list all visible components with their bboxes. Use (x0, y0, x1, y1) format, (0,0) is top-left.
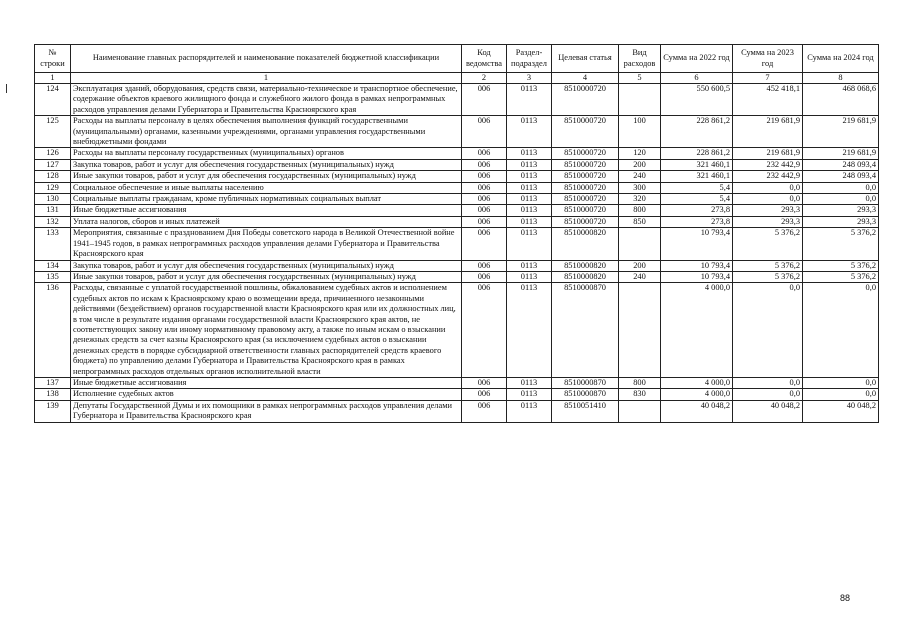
row-razdel: 0113 (507, 377, 552, 388)
col-number: 4 (552, 73, 619, 84)
row-sum-2024: 248 093,4 (803, 159, 879, 170)
row-csr: 8510000720 (552, 216, 619, 227)
header-razdel: Раздел-подраздел (507, 45, 552, 73)
row-razdel: 0113 (507, 216, 552, 227)
table-row (35, 377, 879, 388)
row-sum-2022: 5,4 (661, 182, 733, 193)
row-name: Расходы, связанные с уплатой государственной пошлины, обжалованием судебных актов и исполнением судебных актов по искам к Красноярскому краю о возмещении вреда, причиненного незаконными действиями (бездействием) органов государственной власти Красноярского края или их должностных лиц, в том числе в результате издания органами государственной власти Красноярского края актов, не соответствующих закону или иному нормативному правовому акту, а также по иным искам о взыскании денежных средств за счет казны Красноярского края (за исключением судебных актов о взыскании денежных средств в порядке субсидиарной ответственности главных распорядителей средств краевого бюджета) по управлению делами Губернатора и Правительства Красноярского края в рамках непрограммных расходов отдельных органов исполнительной власти (71, 283, 462, 378)
row-number: 128 (35, 171, 71, 182)
row-razdel: 0113 (507, 116, 552, 148)
row-sum-2023: 0,0 (733, 194, 803, 205)
row-name: Закупка товаров, работ и услуг для обеспечения государственных (муниципальных) нужд (71, 260, 462, 271)
row-sum-2024: 5 376,2 (803, 271, 879, 282)
table-row (35, 205, 879, 216)
row-ved: 006 (462, 228, 507, 260)
row-csr: 8510000720 (552, 84, 619, 116)
row-number: 126 (35, 148, 71, 159)
row-csr: 8510000720 (552, 194, 619, 205)
col-number: 5 (619, 73, 661, 84)
col-number: 8 (803, 73, 879, 84)
row-sum-2022: 550 600,5 (661, 84, 733, 116)
row-name: Исполнение судебных актов (71, 389, 462, 400)
row-sum-2023: 0,0 (733, 377, 803, 388)
table-row (35, 116, 879, 148)
row-name: Мероприятия, связанные с празднованием Дня Победы советского народа в Великой Отечественной войне 1941–1945 годов, в рамках непрограммных расходов управления делами Губернатора и Правительства Красноярского края (71, 228, 462, 260)
row-sum-2022: 4 000,0 (661, 389, 733, 400)
row-number: 130 (35, 194, 71, 205)
table-row (35, 283, 879, 378)
row-vr (619, 400, 661, 422)
row-number: 129 (35, 182, 71, 193)
row-name: Иные бюджетные ассигнования (71, 205, 462, 216)
row-sum-2023: 0,0 (733, 283, 803, 378)
row-sum-2023: 232 442,9 (733, 159, 803, 170)
row-sum-2024: 5 376,2 (803, 260, 879, 271)
row-vr: 200 (619, 159, 661, 170)
table-row (35, 400, 879, 422)
row-vr: 830 (619, 389, 661, 400)
row-sum-2024: 40 048,2 (803, 400, 879, 422)
row-sum-2023: 293,3 (733, 216, 803, 227)
budget-table (34, 44, 879, 423)
row-csr: 8510000820 (552, 271, 619, 282)
header-ved: Код ведомства (462, 45, 507, 73)
table-row (35, 216, 879, 227)
row-sum-2022: 10 793,4 (661, 228, 733, 260)
col-number: 6 (661, 73, 733, 84)
row-sum-2022: 321 460,1 (661, 171, 733, 182)
row-csr: 8510000720 (552, 171, 619, 182)
row-vr: 800 (619, 377, 661, 388)
col-number: 1 (71, 73, 462, 84)
row-name: Депутаты Государственной Думы и их помощники в рамках непрограммных расходов управления делами Губернатора и Правительства Красноярского края (71, 400, 462, 422)
col-number: 2 (462, 73, 507, 84)
row-razdel: 0113 (507, 283, 552, 378)
row-sum-2024: 0,0 (803, 283, 879, 378)
row-ved: 006 (462, 400, 507, 422)
row-csr: 8510000870 (552, 283, 619, 378)
row-name: Уплата налогов, сборов и иных платежей (71, 216, 462, 227)
header-sum-2023: Сумма на 2023 год (733, 45, 803, 73)
table-row (35, 194, 879, 205)
row-sum-2023: 0,0 (733, 389, 803, 400)
row-razdel: 0113 (507, 271, 552, 282)
table-body (35, 84, 879, 423)
header-sum-2022: Сумма на 2022 год (661, 45, 733, 73)
row-name: Социальное обеспечение и иные выплаты населению (71, 182, 462, 193)
row-ved: 006 (462, 216, 507, 227)
table-row (35, 159, 879, 170)
row-sum-2024: 5 376,2 (803, 228, 879, 260)
row-sum-2023: 452 418,1 (733, 84, 803, 116)
row-name: Закупка товаров, работ и услуг для обеспечения государственных (муниципальных) нужд (71, 159, 462, 170)
margin-mark (6, 84, 7, 93)
row-number: 131 (35, 205, 71, 216)
row-sum-2022: 321 460,1 (661, 159, 733, 170)
col-number: 7 (733, 73, 803, 84)
row-vr: 100 (619, 116, 661, 148)
row-razdel: 0113 (507, 84, 552, 116)
row-sum-2024: 468 068,6 (803, 84, 879, 116)
row-csr: 8510000870 (552, 377, 619, 388)
row-sum-2023: 219 681,9 (733, 116, 803, 148)
row-number: 134 (35, 260, 71, 271)
row-csr: 8510000720 (552, 159, 619, 170)
row-sum-2024: 248 093,4 (803, 171, 879, 182)
row-sum-2022: 228 861,2 (661, 148, 733, 159)
row-csr: 8510000720 (552, 182, 619, 193)
row-ved: 006 (462, 389, 507, 400)
row-razdel: 0113 (507, 171, 552, 182)
row-number: 124 (35, 84, 71, 116)
header-num: № строки (35, 45, 71, 73)
row-name: Иные закупки товаров, работ и услуг для обеспечения государственных (муниципальных) нужд (71, 171, 462, 182)
row-name: Расходы на выплаты персоналу в целях обеспечения выполнения функций государственными (муниципальными) органами, казенными учреждениями, органами управления государственными внебюджетными фондами (71, 116, 462, 148)
row-razdel: 0113 (507, 148, 552, 159)
row-name: Иные закупки товаров, работ и услуг для обеспечения государственных (муниципальных) нужд (71, 271, 462, 282)
row-ved: 006 (462, 171, 507, 182)
row-csr: 8510000720 (552, 205, 619, 216)
row-ved: 006 (462, 377, 507, 388)
header-row (35, 45, 879, 73)
row-sum-2023: 5 376,2 (733, 228, 803, 260)
row-vr: 320 (619, 194, 661, 205)
row-vr: 300 (619, 182, 661, 193)
row-number: 136 (35, 283, 71, 378)
row-sum-2023: 219 681,9 (733, 148, 803, 159)
table-row (35, 260, 879, 271)
row-vr: 850 (619, 216, 661, 227)
row-name: Расходы на выплаты персоналу государственных (муниципальных) органов (71, 148, 462, 159)
row-sum-2024: 0,0 (803, 377, 879, 388)
row-csr: 8510000720 (552, 148, 619, 159)
row-sum-2024: 219 681,9 (803, 148, 879, 159)
table-row (35, 271, 879, 282)
row-razdel: 0113 (507, 159, 552, 170)
row-ved: 006 (462, 283, 507, 378)
table-row (35, 84, 879, 116)
row-sum-2024: 0,0 (803, 182, 879, 193)
row-razdel: 0113 (507, 194, 552, 205)
col-number: 1 (35, 73, 71, 84)
row-sum-2022: 228 861,2 (661, 116, 733, 148)
row-sum-2023: 5 376,2 (733, 271, 803, 282)
row-sum-2024: 293,3 (803, 205, 879, 216)
row-razdel: 0113 (507, 260, 552, 271)
row-csr: 8510000720 (552, 116, 619, 148)
row-name: Иные бюджетные ассигнования (71, 377, 462, 388)
row-ved: 006 (462, 116, 507, 148)
row-vr (619, 228, 661, 260)
row-sum-2024: 293,3 (803, 216, 879, 227)
row-name: Социальные выплаты гражданам, кроме публичных нормативных социальных выплат (71, 194, 462, 205)
row-razdel: 0113 (507, 228, 552, 260)
table-row (35, 228, 879, 260)
row-csr: 8510051410 (552, 400, 619, 422)
table-row (35, 148, 879, 159)
row-sum-2023: 232 442,9 (733, 171, 803, 182)
row-sum-2023: 293,3 (733, 205, 803, 216)
row-sum-2022: 4 000,0 (661, 377, 733, 388)
row-ved: 006 (462, 84, 507, 116)
row-sum-2022: 5,4 (661, 194, 733, 205)
row-vr: 800 (619, 205, 661, 216)
row-razdel: 0113 (507, 205, 552, 216)
row-name: Эксплуатация зданий, оборудования, средств связи, материально-техническое и транспортное обеспечение, содержание объектов краевого жилищного фонда и служебного жилого фонда в рамках непрограммных расходов управления делами Губернатора и Правительства Красноярского края (71, 84, 462, 116)
row-vr (619, 84, 661, 116)
row-number: 137 (35, 377, 71, 388)
row-sum-2022: 10 793,4 (661, 271, 733, 282)
row-number: 133 (35, 228, 71, 260)
row-sum-2023: 5 376,2 (733, 260, 803, 271)
row-csr: 8510000820 (552, 260, 619, 271)
row-vr: 240 (619, 271, 661, 282)
row-vr: 200 (619, 260, 661, 271)
row-sum-2022: 40 048,2 (661, 400, 733, 422)
row-ved: 006 (462, 148, 507, 159)
column-numbers-row (35, 73, 879, 84)
row-number: 135 (35, 271, 71, 282)
row-razdel: 0113 (507, 400, 552, 422)
header-sum-2024: Сумма на 2024 год (803, 45, 879, 73)
row-sum-2024: 0,0 (803, 389, 879, 400)
row-ved: 006 (462, 260, 507, 271)
row-ved: 006 (462, 194, 507, 205)
row-sum-2023: 40 048,2 (733, 400, 803, 422)
row-vr: 120 (619, 148, 661, 159)
row-razdel: 0113 (507, 182, 552, 193)
row-number: 132 (35, 216, 71, 227)
header-vr: Вид расходов (619, 45, 661, 73)
row-ved: 006 (462, 159, 507, 170)
page-number: 88 (840, 593, 851, 603)
row-ved: 006 (462, 205, 507, 216)
row-sum-2023: 0,0 (733, 182, 803, 193)
col-number: 3 (507, 73, 552, 84)
header-csr: Целевая статья (552, 45, 619, 73)
header-name: Наименование главных распорядителей и наименование показателей бюджетной классификации (71, 45, 462, 73)
row-number: 139 (35, 400, 71, 422)
row-sum-2024: 219 681,9 (803, 116, 879, 148)
row-number: 125 (35, 116, 71, 148)
table-row (35, 389, 879, 400)
row-razdel: 0113 (507, 389, 552, 400)
row-sum-2022: 4 000,0 (661, 283, 733, 378)
table-row (35, 171, 879, 182)
row-sum-2024: 0,0 (803, 194, 879, 205)
budget-table-sheet (34, 44, 878, 423)
row-vr: 240 (619, 171, 661, 182)
row-csr: 8510000870 (552, 389, 619, 400)
table-row (35, 182, 879, 193)
row-ved: 006 (462, 271, 507, 282)
row-vr (619, 283, 661, 378)
row-number: 138 (35, 389, 71, 400)
row-sum-2022: 273,8 (661, 216, 733, 227)
row-sum-2022: 273,8 (661, 205, 733, 216)
row-ved: 006 (462, 182, 507, 193)
row-number: 127 (35, 159, 71, 170)
row-sum-2022: 10 793,4 (661, 260, 733, 271)
row-csr: 8510000820 (552, 228, 619, 260)
